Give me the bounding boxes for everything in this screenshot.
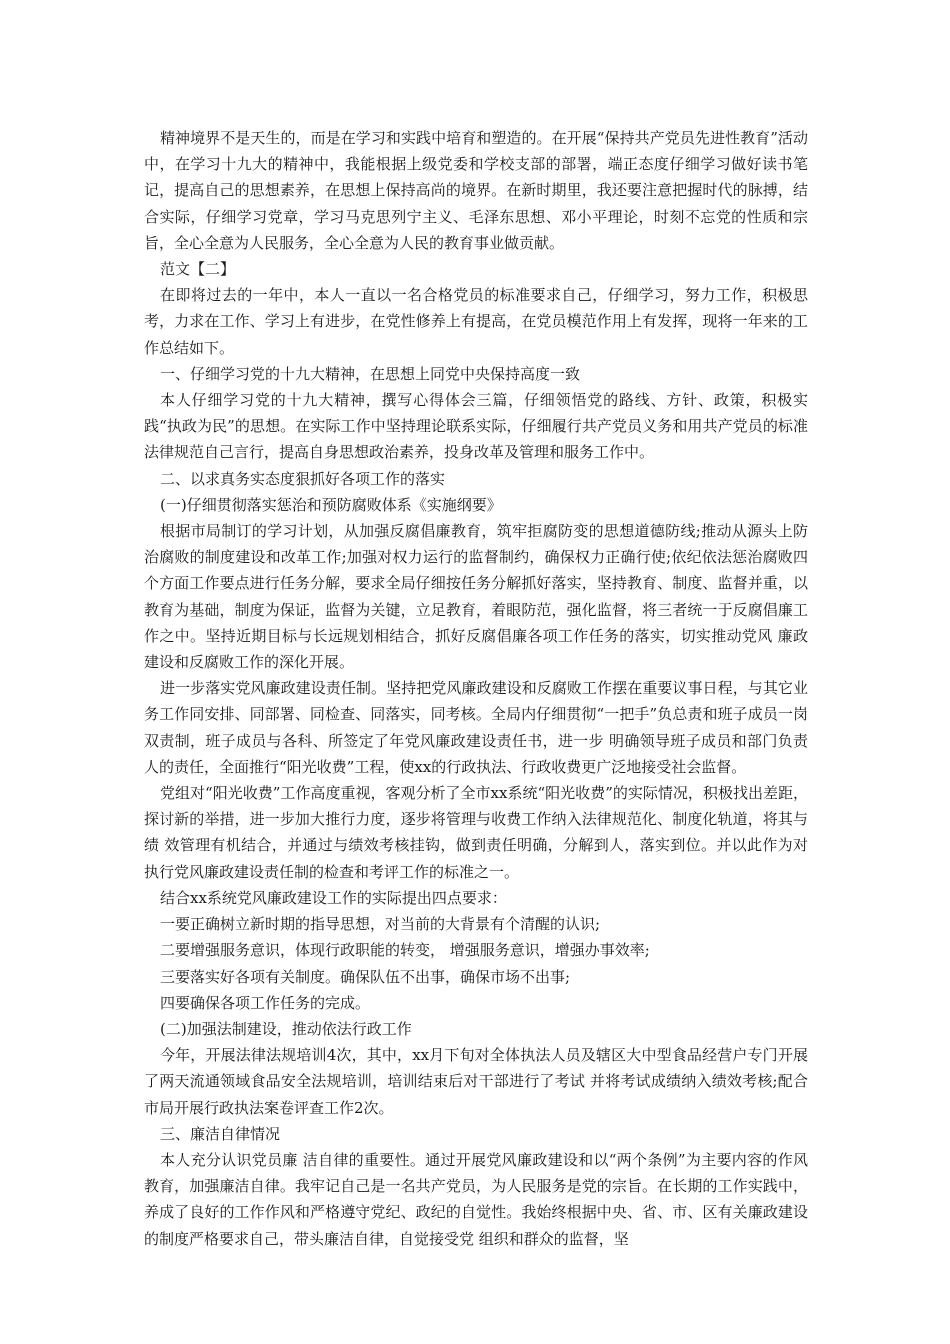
list-intro: 结合xx系统党风廉政建设工作的实际提出四点要求： <box>160 888 507 907</box>
subsection-heading: (一)仔细贯彻落实惩治和预防腐败体系《实施纲要》 <box>160 495 502 514</box>
paragraph: 在即将过去的一年中，本人一直以一名合格党员的标准要求自己，仔细学习，努力工作，积极思考，力求在工作、学习上有进步，在党性修养上有提高，在党员模范作用上有发挥，现将一年来的工作总结如下。 <box>144 286 808 357</box>
paragraph: 党组对“阳光收费”工作高度重视，客观分析了全市xx系统“阳光收费”的实际情况，积极找出差距，探讨新的举措，进一步加大推行力度，逐步将管理与收费工作纳入法律规范化、制度化轨道，将其与绩 效管理有机结合，并通过与绩效考核挂钩，做到责任明确，分解到人，落实到位。并以此作为对执行党风廉政建设责任制的检查和考评工作的标准之一。 <box>144 784 808 881</box>
section-heading: 一、仔细学习党的十九大精神，在思想上同党中央保持高度一致 <box>160 364 581 383</box>
paragraph: 进一步落实党风廉政建设责任制。坚持把党风廉政建设和反腐败工作摆在重要议事日程，与其它业务工作同安排、同部署、同检查、同落实，同考核。全局内仔细贯彻“一把手”负总责和班子成员一岗双责制，班子成员与各科、所签定了年党风廉政建设责任书，进一步 明确领导班子成员和部门负责人的责任，全面推行“阳光收费”工程，使xx的行政执法、行政收费更广泛地接受社会监督。 <box>144 679 808 776</box>
document-body <box>144 125 808 1252</box>
section-heading: 二、以求真务实态度狠抓好各项工作的落实 <box>160 469 446 488</box>
paragraph: 本人充分认识党员廉 洁自律的重要性。通过开展党风廉政建设和以“两个条例”为主要内容的作风教育，加强廉洁自律。我牢记自己是一名共产党员，为人民服务是党的宗旨。在长期的工作实践中，养成了良好的工作作风和严格遵守党纪、政纪的自觉性。我始终根据中央、省、市、区有关廉政建设的制度严格要求自己，带头廉洁自律，自觉接受党 组织和群众的监督，坚 <box>144 1150 808 1248</box>
paragraph: 根据市局制订的学习计划，从加强反腐倡廉教育，筑牢拒腐防变的思想道德防线;推动从源头上防治腐败的制度建设和改革工作;加强对权力运行的监督制约，确保权力正确行使;依纪依法惩治腐败四个方面工作要点进行任务分解，要求全局仔细按任务分解抓好落实，坚持教育、制度、监督并重，以教育为基础，制度为保证，监督为关键，立足教育，着眼防范，强化监督，将三者统一于反腐倡廉工作之中。坚持近期目标与长远规划相结合，抓好反腐倡廉各项工作任务的落实，切实推动党风 廉政建设和反腐败工作的深化开展。 <box>144 522 808 672</box>
list-item: 二要增强服务意识，体现行政职能的转变， 增强服务意识，增强办事效率; <box>160 941 650 960</box>
section-heading: 三、廉洁自律情况 <box>160 1124 281 1143</box>
list-item: 一要正确树立新时期的指导思想，对当前的大背景有个清醒的认识; <box>160 915 601 934</box>
paragraph: 精神境界不是天生的，而是在学习和实践中培育和塑造的。在开展“保持共产党员先进性教育”活动中，在学习十九大的精神中，我能根据上级党委和学校支部的部署，端正态度仔细学习做好读书笔记，提高自己的思想素养，在思想上保持高尚的境界。在新时期里，我还要注意把握时代的脉搏，结合实际，仔细学习党章，学习马克思列宁主义、毛泽东思想、邓小平理论，时刻不忘党的性质和宗旨，全心全意为人民服务，全心全意为人民的教育事业做贡献。 <box>144 129 808 252</box>
paragraph: 今年，开展法律法规培训4次，其中，xx月下旬对全体执法人员及辖区大中型食品经营户专门开展了两天流通领域食品安全法规培训，培训结束后对干部进行了考试 并将考试成绩纳入绩效考核;配合市局开展行政执法案卷评查工作2次。 <box>144 1046 808 1117</box>
subsection-heading: (二)加强法制建设，推动依法行政工作 <box>160 1019 412 1038</box>
paragraph: 本人仔细学习党的十九大精神，撰写心得体会三篇，仔细领悟党的路线、方针、政策，积极实践“执政为民”的思想。在实际工作中坚持理论联系实际，仔细履行共产党员义务和用共产党员的标准法律规范自己言行，提高自身思想政治素养，投身改革及管理和服务工作中。 <box>144 391 808 462</box>
list-item: 三要落实好各项有关制度。确保队伍不出事，确保市场不出事; <box>160 967 571 986</box>
section-heading: 范文【二】 <box>160 260 236 279</box>
list-item: 四要确保各项工作任务的完成。 <box>160 993 371 1012</box>
